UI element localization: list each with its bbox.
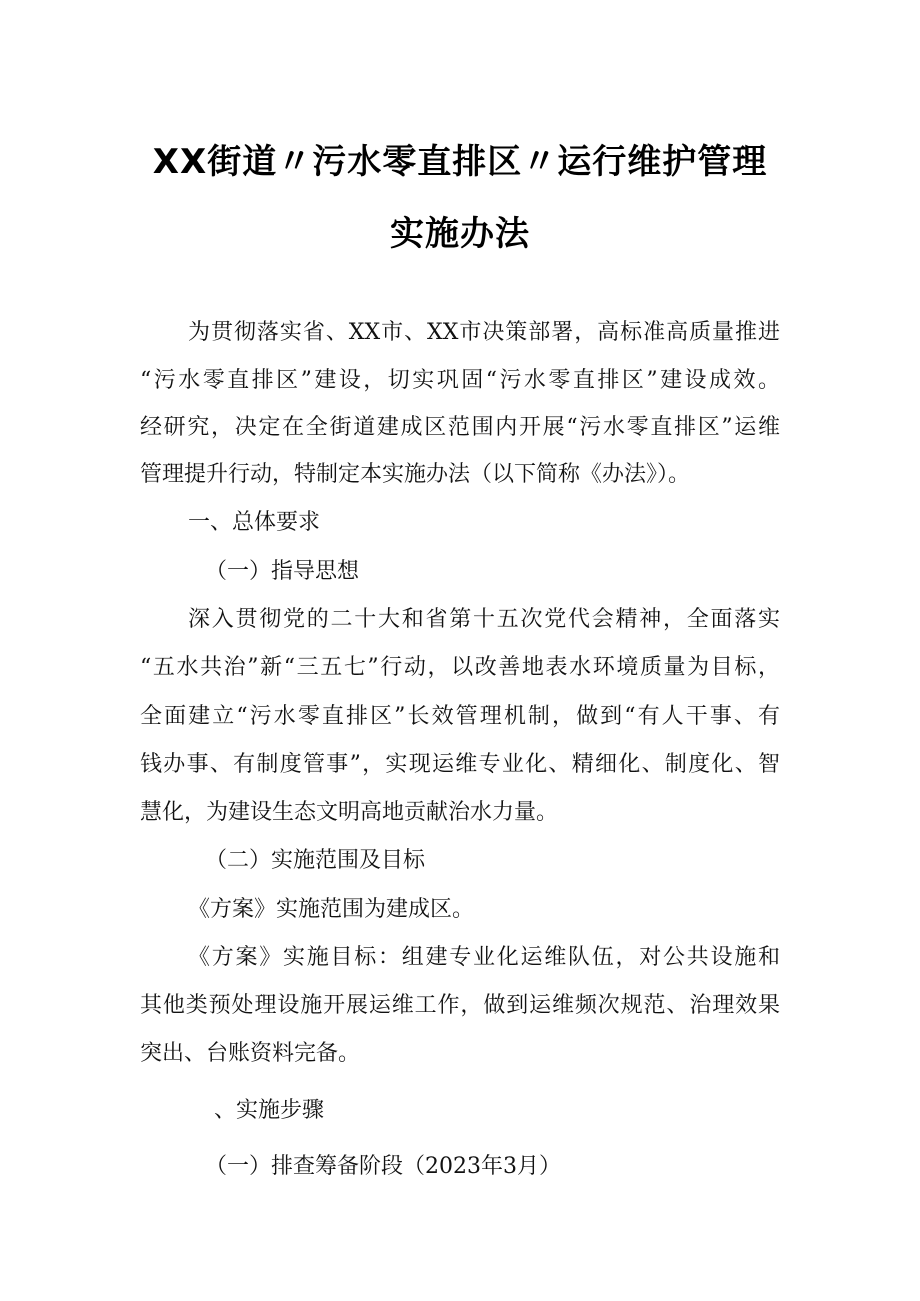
paragraph-line: 全面建立“污水零直排区”长效管理机制，做到“有人干事、有 (140, 704, 780, 729)
paragraph-line: 钱办事、有制度管事”，实现运维专业化、精细化、制度化、智 (140, 752, 780, 777)
paragraph-line: 《方案》实施目标：组建专业化运维队伍，对公共设施和 (188, 945, 780, 970)
paragraph-line: “五水共治”新“三五七”行动，以改善地表水环境质量为目标， (140, 655, 780, 680)
subsection-heading: （一）排查筹备阶段（2023年3月） (205, 1154, 561, 1179)
subsection-heading: （二）实施范围及目标 (205, 848, 426, 873)
document-title-line-2: 实施办法 (390, 214, 530, 254)
section-heading: 、实施步骤 (214, 1098, 325, 1123)
paragraph-line: 经研究，决定在全街道建成区范围内开展“污水零直排区”运维 (140, 415, 780, 440)
paragraph-line: 为贯彻落实省、XX市、XX市决策部署，高标准高质量推进 (188, 320, 780, 345)
paragraph-line: “污水零直排区”建设，切实巩固“污水零直排区”建设成效。 (140, 368, 780, 393)
paragraph-line: 《方案》实施范围为建成区。 (188, 897, 475, 922)
paragraph-line: 深入贯彻党的二十大和省第十五次党代会精神，全面落实 (188, 607, 780, 632)
paragraph-line: 慧化，为建设生态文明高地贡献治水力量。 (140, 800, 559, 825)
subsection-heading: （一）指导思想 (205, 559, 360, 584)
document-title-line-1: XX街道〃污水零直排区〃运行维护管理 (152, 142, 768, 182)
paragraph-line: 其他类预处理设施开展运维工作，做到运维频次规范、治理效果 (140, 993, 780, 1018)
section-heading: 一、总体要求 (188, 510, 321, 535)
paragraph-line: 管理提升行动，特制定本实施办法（以下简称《办法》）。 (140, 462, 691, 487)
paragraph-line: 突出、台账资料完备。 (140, 1041, 361, 1066)
